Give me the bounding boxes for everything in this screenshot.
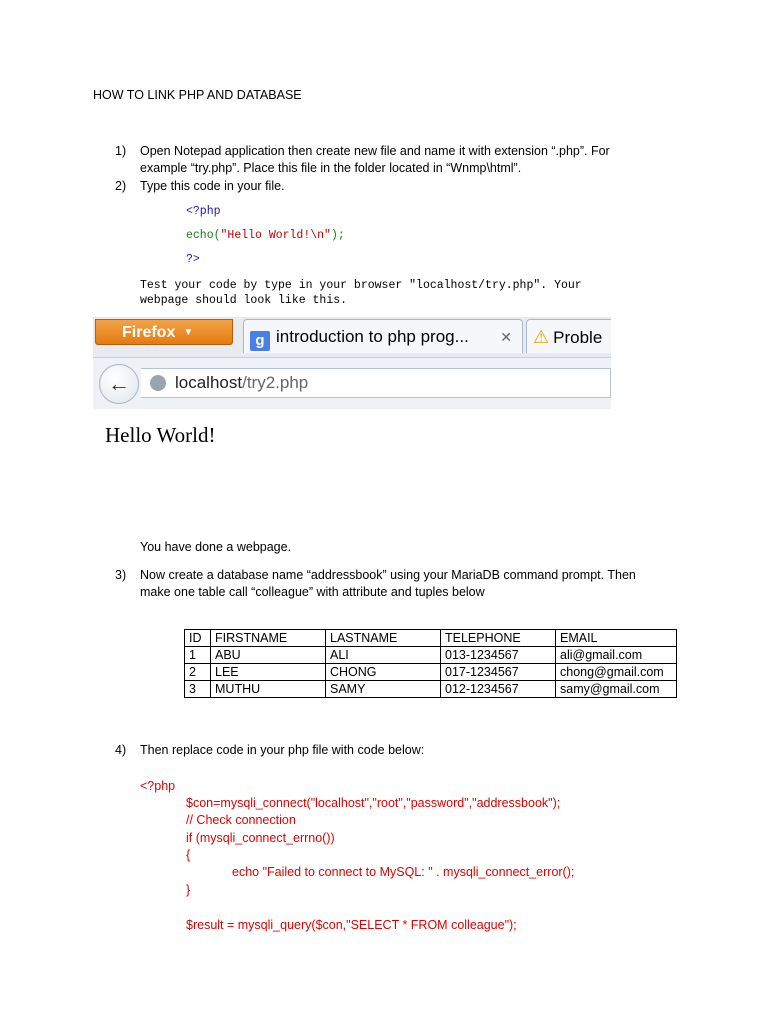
step-4-number: 4) xyxy=(115,743,127,757)
step-1-line-2: example “try.php”. Place this file in the folder located in “Wnmp\html”. xyxy=(140,161,522,175)
firefox-menu-button[interactable] xyxy=(95,319,233,345)
table-cell: 012-1234567 xyxy=(441,681,556,698)
browser-tab-bar xyxy=(93,317,611,357)
step-3-line-1: Now create a database name “addressbook” using your MariaDB command prompt. Then xyxy=(140,568,636,582)
table-row xyxy=(185,647,677,664)
table-cell: 017-1234567 xyxy=(441,664,556,681)
dropdown-arrow-icon: ▼ xyxy=(183,327,194,338)
test-text-line-2: webpage should look like this. xyxy=(140,294,348,307)
table-cell: LEE xyxy=(211,664,326,681)
step-2-number: 2) xyxy=(115,179,127,193)
table-row xyxy=(185,681,677,698)
step-1-line-1: Open Notepad application then create new file and name it with extension “.php”. For xyxy=(140,144,610,158)
google-favicon-icon: g xyxy=(250,331,270,351)
table-header-cell: EMAIL xyxy=(556,630,677,647)
php-connect-line: $con=mysqli_connect("localhost","root","password","addressbook"); xyxy=(186,796,561,810)
table-row xyxy=(185,664,677,681)
warning-icon: ⚠ xyxy=(533,327,550,347)
php-brace-close: } xyxy=(186,883,191,897)
table-cell: ALI xyxy=(326,647,441,664)
table-cell: 013-1234567 xyxy=(441,647,556,664)
url-bar[interactable] xyxy=(141,368,611,398)
table-cell: 1 xyxy=(185,647,211,664)
table-header-row xyxy=(185,630,677,647)
url-path: /try2.php xyxy=(242,373,309,392)
tab-1-title: introduction to php prog... xyxy=(276,327,469,346)
table-header-cell: FIRSTNAME xyxy=(211,630,326,647)
table-cell: 3 xyxy=(185,681,211,698)
table-cell: samy@gmail.com xyxy=(556,681,677,698)
php-brace-open: { xyxy=(186,848,191,862)
close-icon[interactable]: ✕ xyxy=(500,329,512,345)
php-result-line: $result = mysqli_query($con,"SELECT * FROM colleague"); xyxy=(186,918,517,932)
step-3-line-2: make one table call “colleague” with attribute and tuples below xyxy=(140,585,485,599)
colleague-table xyxy=(184,629,677,698)
url-host: localhost xyxy=(175,373,243,392)
step-1-number: 1) xyxy=(115,144,127,158)
table-cell: CHONG xyxy=(326,664,441,681)
browser-page-text: Hello World! xyxy=(105,423,216,447)
table-cell: chong@gmail.com xyxy=(556,664,677,681)
step-3-number: 3) xyxy=(115,568,127,582)
browser-screenshot xyxy=(93,317,611,409)
tab-2-title: Proble xyxy=(553,328,603,347)
step-2-line-1: Type this code in your file. xyxy=(140,179,285,193)
table-cell: ali@gmail.com xyxy=(556,647,677,664)
step-4-line-1: Then replace code in your php file with code below: xyxy=(140,743,425,757)
code1-echo-string: "Hello World!\n" xyxy=(220,229,331,242)
table-header-cell: TELEPHONE xyxy=(441,630,556,647)
test-text-line-1: Test your code by type in your browser "localhost/try.php". Your xyxy=(140,279,582,292)
code1-echo-end: ); xyxy=(330,229,345,242)
browser-tab-2[interactable] xyxy=(526,319,611,353)
code1-echo-line xyxy=(186,229,345,242)
php-open-tag: <?php xyxy=(140,779,176,793)
table-cell: SAMY xyxy=(326,681,441,698)
table-cell: MUTHU xyxy=(211,681,326,698)
done-text: You have done a webpage. xyxy=(140,540,292,554)
code1-open-tag: <?php xyxy=(186,205,221,218)
table-cell: ABU xyxy=(211,647,326,664)
browser-nav-bar xyxy=(93,357,611,409)
code1-echo-fn: echo( xyxy=(186,229,221,242)
back-arrow-icon[interactable]: ← xyxy=(99,364,139,404)
table-header-cell: LASTNAME xyxy=(326,630,441,647)
php-comment-line: // Check connection xyxy=(186,813,296,827)
firefox-label: Firefox xyxy=(122,324,176,341)
php-echo-line: echo "Failed to connect to MySQL: " . mysqli_connect_error(); xyxy=(232,865,575,879)
code1-close-tag: ?> xyxy=(186,253,200,266)
browser-tab-1[interactable] xyxy=(243,319,523,353)
table-cell: 2 xyxy=(185,664,211,681)
table-header-cell: ID xyxy=(185,630,211,647)
php-if-line: if (mysqli_connect_errno()) xyxy=(186,831,335,845)
document-title: HOW TO LINK PHP AND DATABASE xyxy=(93,88,302,102)
globe-icon xyxy=(150,375,166,391)
